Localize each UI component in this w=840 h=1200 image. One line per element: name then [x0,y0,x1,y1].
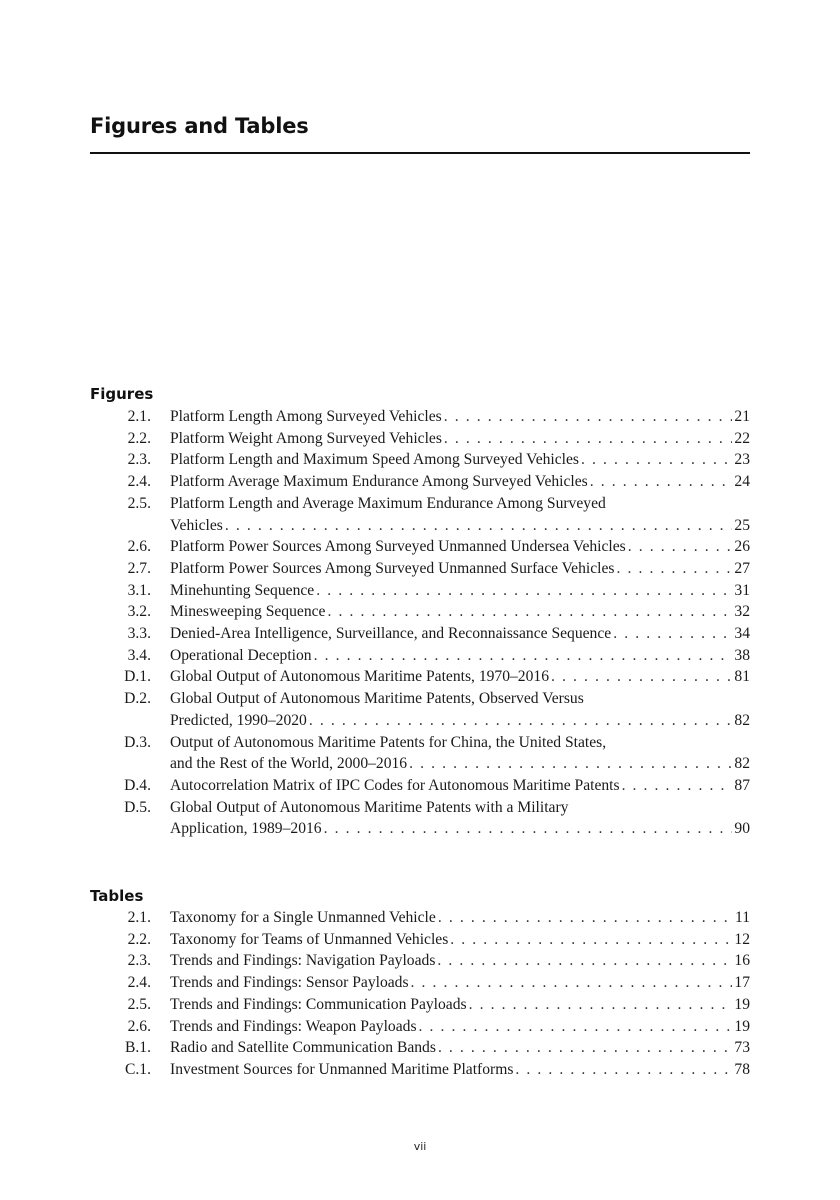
entry-body [170,601,750,623]
entry-number: 2.5. [127,995,151,1013]
entry-page-number: 21 [734,408,750,425]
entry-line [170,994,750,1016]
entry-page-number: 82 [734,711,750,729]
dot-leader [411,972,732,994]
entry-number: B.1. [125,1039,151,1057]
toc-entry[interactable] [90,623,750,645]
entry-line [170,907,750,929]
toc-entry[interactable] [90,406,750,428]
entry-title: Operational Deception [170,646,312,664]
entry-page-number: 87 [734,776,750,794]
dot-leader [444,406,732,428]
entry-page-number: 24 [734,473,750,491]
page-title: Figures and Tables [90,114,309,138]
entry-line [170,536,750,558]
entry-body [170,972,750,994]
entry-number: D.2. [124,690,151,708]
entry-line [170,710,750,732]
entry-line [170,493,750,515]
entry-number: D.1. [124,668,151,686]
dot-leader [444,428,732,450]
entry-title: Trends and Findings: Navigation Payloads [170,952,436,970]
toc-entry[interactable] [90,645,750,667]
entry-body [170,1016,750,1038]
toc-entry[interactable] [90,1059,750,1081]
entry-page-number: 34 [734,625,750,643]
entry-number: 3.3. [127,625,151,643]
entry-number: 2.4. [127,974,151,992]
entry-line [170,753,750,775]
toc-entry[interactable] [90,688,750,731]
entry-title: and the Rest of the World, 2000–2016 [170,755,408,773]
entry-title: Taxonomy for Teams of Unmanned Vehicles [170,930,449,948]
entry-number: 2.1. [127,408,151,425]
dot-leader [225,515,732,537]
toc-entry[interactable] [90,580,750,602]
entry-title: Vehicles [170,516,223,534]
entry-line [170,580,750,602]
entry-title: Application, 1989–2016 [170,820,322,838]
entry-line [170,558,750,580]
dot-leader [324,818,732,840]
entry-title: Global Output of Autonomous Maritime Patents, 1970–2016 [170,668,549,686]
toc-entry[interactable] [90,950,750,972]
entry-number: 2.4. [127,473,151,491]
entry-title: Predicted, 1990–2020 [170,711,307,729]
entry-body [170,493,750,536]
entry-body [170,1059,750,1081]
entry-line [170,775,750,797]
entry-body [170,449,750,471]
title-rule [90,152,750,154]
entry-line [170,601,750,623]
dot-leader [438,1037,732,1059]
toc-entry[interactable] [90,929,750,951]
entry-body [170,775,750,797]
dot-leader [314,645,732,667]
entry-title: Platform Length and Average Maximum Endurance Among Surveyed [170,494,606,512]
dot-leader [590,471,732,493]
entry-number: 2.2. [127,429,151,447]
entry-line [170,515,750,537]
entry-line [170,972,750,994]
entry-body [170,406,750,428]
dot-leader [419,1016,732,1038]
entry-number: 3.4. [127,646,151,664]
entry-page-number: 73 [734,1039,750,1057]
entry-title: Platform Power Sources Among Surveyed Unmanned Surface Vehicles [170,559,615,577]
entry-number: 2.2. [127,930,151,948]
entry-number: 2.7. [127,559,151,577]
dot-leader [437,950,732,972]
dot-leader [327,601,732,623]
entry-page-number: 17 [734,974,750,992]
entry-page-number: 26 [734,538,750,556]
entry-line [170,1059,750,1081]
entry-title: Investment Sources for Unmanned Maritime Platforms [170,1060,514,1078]
entry-number: 2.1. [127,909,151,926]
dot-leader [622,775,732,797]
toc-entry[interactable] [90,601,750,623]
entry-page-number: 78 [734,1060,750,1078]
entry-page-number: 38 [734,646,750,664]
entry-title: Global Output of Autonomous Maritime Patents with a Military [170,798,569,816]
entry-title: Global Output of Autonomous Maritime Patents, Observed Versus [170,690,584,708]
entry-page-number: 32 [734,603,750,621]
dot-leader [613,623,732,645]
toc-entry[interactable] [90,797,750,840]
toc-entry[interactable] [90,428,750,450]
entry-title: Minesweeping Sequence [170,603,326,621]
dot-leader [628,536,732,558]
entry-line [170,1016,750,1038]
entry-page-number: 23 [734,451,750,469]
entry-title: Platform Power Sources Among Surveyed Unmanned Undersea Vehicles [170,538,626,556]
entry-line [170,666,750,688]
dot-leader [581,449,732,471]
entry-body [170,994,750,1016]
entry-line [170,623,750,645]
toc-entry[interactable] [90,449,750,471]
entry-line [170,797,750,819]
entry-line [170,406,750,428]
entry-number: 2.3. [127,451,151,469]
tables-list [90,907,750,1081]
entry-page-number: 81 [734,668,750,686]
dot-leader [551,666,732,688]
entry-title: Autocorrelation Matrix of IPC Codes for Autonomous Maritime Patents [170,776,620,794]
toc-entry[interactable] [90,493,750,536]
entry-body [170,732,750,775]
entry-number: 2.6. [127,538,151,556]
entry-body [170,428,750,450]
entry-number: D.4. [124,776,151,794]
dot-leader [616,558,732,580]
entry-line [170,688,750,710]
entry-line [170,818,750,840]
toc-entry[interactable] [90,558,750,580]
entry-body [170,797,750,840]
entry-line [170,929,750,951]
entry-title: Platform Average Maximum Endurance Among Surveyed Vehicles [170,473,588,491]
entry-body [170,580,750,602]
dot-leader [450,929,732,951]
entry-body [170,471,750,493]
entry-number: D.5. [124,798,151,816]
entry-line [170,428,750,450]
toc-entry[interactable] [90,1037,750,1059]
entry-line [170,449,750,471]
entry-title: Platform Length Among Surveyed Vehicles [170,408,442,425]
entry-body [170,623,750,645]
entry-title: Platform Length and Maximum Speed Among Surveyed Vehicles [170,451,579,469]
entry-page-number: 19 [734,1017,750,1035]
figures-list [90,406,750,840]
dot-leader [469,994,732,1016]
entry-body [170,929,750,951]
entry-line [170,645,750,667]
entry-line [170,732,750,754]
toc-entry[interactable] [90,536,750,558]
entry-number: C.1. [125,1060,151,1078]
dot-leader [438,907,732,929]
entry-page-number: 22 [734,429,750,447]
entry-number: 3.2. [127,603,151,621]
toc-entry[interactable] [90,732,750,775]
entry-page-number: 27 [734,559,750,577]
entry-number: 3.1. [127,581,151,599]
entry-page-number: 82 [734,755,750,773]
entry-body [170,536,750,558]
entry-body [170,907,750,929]
entry-body [170,645,750,667]
entry-title: Denied-Area Intelligence, Surveillance, and Reconnaissance Sequence [170,625,612,643]
toc-entry[interactable] [90,907,750,929]
entry-body [170,1037,750,1059]
entry-page-number: 90 [734,820,750,838]
entry-page-number: 16 [734,952,750,970]
entry-title: Trends and Findings: Communication Payloads [170,995,467,1013]
toc-entry[interactable] [90,994,750,1016]
entry-line [170,471,750,493]
toc-entry[interactable] [90,972,750,994]
entry-page-number: 25 [734,516,750,534]
entry-line [170,1037,750,1059]
entry-page-number: 11 [734,909,750,926]
page-number: vii [413,1140,427,1153]
entry-number: D.3. [124,733,151,751]
toc-entry[interactable] [90,1016,750,1038]
entry-title: Output of Autonomous Maritime Patents for China, the United States, [170,733,607,751]
tables-heading: Tables [90,887,144,905]
dot-leader [316,580,732,602]
entry-title: Platform Weight Among Surveyed Vehicles [170,429,442,447]
entry-body [170,950,750,972]
dot-leader [309,710,732,732]
entry-line [170,950,750,972]
dot-leader [409,753,732,775]
entry-title: Trends and Findings: Sensor Payloads [170,974,409,992]
toc-entry[interactable] [90,775,750,797]
entry-number: 2.6. [127,1017,151,1035]
entry-title: Radio and Satellite Communication Bands [170,1039,436,1057]
entry-title: Taxonomy for a Single Unmanned Vehicle [170,909,436,926]
entry-page-number: 12 [734,930,750,948]
entry-body [170,666,750,688]
entry-page-number: 31 [734,581,750,599]
dot-leader [515,1059,732,1081]
entry-number: 2.3. [127,952,151,970]
figures-heading: Figures [90,385,154,403]
entry-body [170,688,750,731]
toc-entry[interactable] [90,471,750,493]
entry-title: Minehunting Sequence [170,581,315,599]
entry-body [170,558,750,580]
entry-number: 2.5. [127,494,151,512]
entry-page-number: 19 [734,995,750,1013]
toc-entry[interactable] [90,666,750,688]
entry-title: Trends and Findings: Weapon Payloads [170,1017,417,1035]
